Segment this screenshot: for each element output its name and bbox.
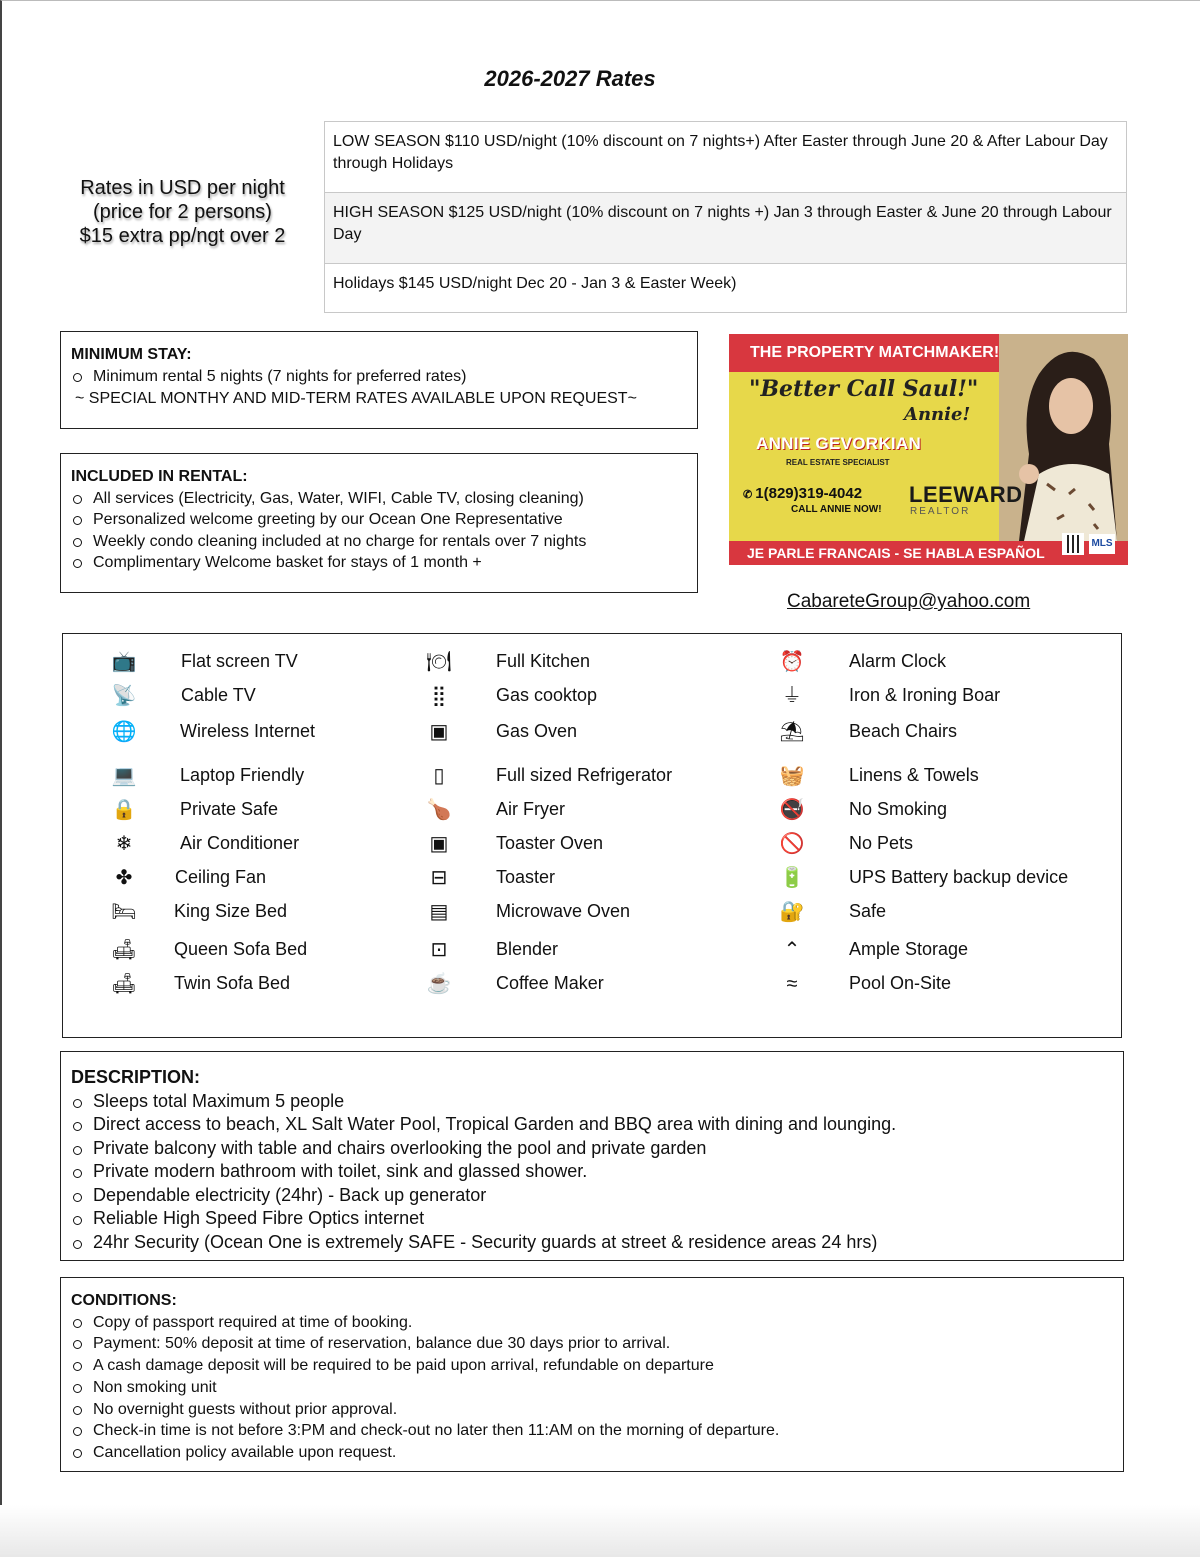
description-box [60, 1051, 1124, 1261]
bed-icon: 🛏 [111, 901, 137, 923]
amenity-label: Coffee Maker [496, 973, 604, 993]
amenity-label: Iron & Ironing Boar [849, 685, 1001, 705]
whatsapp-icon: ✆ [743, 489, 756, 501]
amenity-label: No Smoking [849, 799, 948, 819]
sofa-icon: 🛋 [111, 973, 137, 995]
rates-note-line: $15 extra pp/ngt over 2 [79, 225, 286, 247]
rates-note-line: (price for 2 persons) [93, 201, 272, 223]
pool-icon: ≈ [786, 973, 798, 995]
rates-note-line: Rates in USD per night [80, 177, 285, 199]
list-item: Dependable electricity (24hr) - Back up generator [71, 1184, 1113, 1208]
globe-icon: 🌐 [111, 721, 137, 743]
amenity-label: King Size Bed [174, 901, 288, 921]
amenity-label: Private Safe [180, 799, 279, 819]
beach-umbrella-icon: ⛱ [779, 721, 805, 743]
brand-subtitle: REALTOR [910, 506, 971, 517]
amenity-label: Flat screen TV [181, 651, 298, 671]
list-item: Reliable High Speed Fibre Optics internet [71, 1207, 1113, 1231]
no-pets-icon: 🚫 [779, 833, 805, 855]
amenity-label: Full sized Refrigerator [496, 765, 673, 785]
laptop-icon: 💻 [111, 765, 137, 787]
rate-high-season: HIGH SEASON $125 USD/night (10% discount on 7 nights +) Jan 3 through Easter & June 20 through Labour Day [325, 193, 1126, 264]
call-to-action: CALL ANNIE NOW! [791, 504, 882, 515]
realtor-ad-banner[interactable] [729, 334, 1128, 565]
list-item: Non smoking unit [71, 1377, 1113, 1399]
hanger-icon: ⌃ [783, 939, 801, 961]
toaster-oven-icon: ▣ [429, 833, 449, 855]
qr-code-icon [1062, 533, 1084, 555]
contact-email-link[interactable]: CabareteGroup@yahoo.com [787, 591, 1031, 612]
snowflake-icon: ❄ [115, 833, 133, 855]
amenity-label: Linens & Towels [849, 765, 979, 785]
sofa-icon: 🛋 [111, 939, 137, 961]
no-smoking-icon: 🚭 [779, 799, 805, 821]
amenity-label: Twin Sofa Bed [174, 973, 291, 993]
amenity-label: Toaster [496, 867, 556, 887]
list-item: Direct access to beach, XL Salt Water Pool, Tropical Garden and BBQ area with dining and lounging. [71, 1113, 1113, 1137]
amenity-label: Safe [849, 901, 887, 921]
amenity-label: Air Conditioner [180, 833, 300, 853]
list-item: ~ SPECIAL MONTHY AND MID-TERM RATES AVAILABLE UPON REQUEST~ [75, 390, 637, 407]
conditions-box [60, 1277, 1124, 1472]
amenity-label: Gas Oven [496, 721, 578, 741]
conditions-heading: CONDITIONS: [71, 1292, 177, 1309]
list-item: Copy of passport required at time of booking. [71, 1312, 1113, 1334]
cable-tv-icon: 📡 [111, 685, 137, 707]
agent-phone [743, 485, 862, 502]
agent-name: ANNIE GEVORKIAN [756, 434, 922, 453]
microwave-icon: ▤ [429, 901, 449, 923]
minimum-stay-box [60, 331, 698, 429]
cooktop-icon: ⣿ [431, 685, 447, 707]
drumstick-icon: 🍗 [426, 799, 452, 821]
amenity-label: UPS Battery backup device [849, 867, 1069, 887]
amenity-label: No Pets [849, 833, 914, 853]
lock-icon: 🔒 [111, 799, 137, 821]
oven-icon: ▣ [429, 721, 449, 743]
fan-icon: ✤ [115, 867, 133, 889]
blender-icon: ⊡ [430, 939, 448, 961]
list-item: Weekly condo cleaning included at no charge for rentals over 7 nights [71, 531, 687, 553]
ad-languages: JE PARLE FRANCAIS - SE HABLA ESPAÑOL [747, 545, 1045, 561]
included-box [60, 453, 698, 593]
amenity-label: Queen Sofa Bed [174, 939, 308, 959]
amenity-label: Beach Chairs [849, 721, 958, 741]
rate-holidays: Holidays $145 USD/night Dec 20 - Jan 3 & Easter Week) [325, 264, 1126, 312]
amenity-label: Toaster Oven [496, 833, 604, 853]
included-heading: INCLUDED IN RENTAL: [71, 468, 248, 485]
amenity-label: Ceiling Fan [175, 867, 267, 887]
amenity-label: Microwave Oven [496, 901, 631, 921]
ad-quote: "Better Call Saul!" [749, 376, 979, 402]
amenity-label: Full Kitchen [496, 651, 591, 671]
list-item: Check-in time is not before 3:PM and check-out no later then 11:AM on the morning of departure. [71, 1420, 1113, 1442]
list-item: 24hr Security (Ocean One is extremely SAFE - Security guards at street & residence areas 24 hrs) [71, 1231, 1113, 1255]
list-item: Personalized welcome greeting by our Ocean One Representative [71, 509, 687, 531]
alarm-clock-icon: ⏰ [779, 651, 805, 673]
iron-icon: ⏚ [782, 685, 802, 707]
amenities-box [62, 633, 1122, 1038]
ad-headline: THE PROPERTY MATCHMAKER! [750, 344, 1000, 361]
mls-badge: MLS [1089, 534, 1115, 554]
amenity-label: Gas cooktop [496, 685, 598, 705]
amenity-label: Cable TV [181, 685, 256, 705]
description-heading: DESCRIPTION: [71, 1067, 201, 1087]
refrigerator-icon: ▯ [433, 765, 445, 787]
agent-phone-number: 1(829)319-4042 [755, 485, 863, 502]
list-item: No overnight guests without prior approval. [71, 1399, 1113, 1421]
ad-annie: Annie! [904, 404, 971, 425]
list-item: Private modern bathroom with toilet, sink and glassed shower. [71, 1160, 1113, 1184]
list-item: Sleeps total Maximum 5 people [71, 1090, 1113, 1114]
padlock-icon: 🔐 [779, 901, 805, 923]
tv-icon: 📺 [111, 651, 137, 673]
agent-title: REAL ESTATE SPECIALIST [786, 458, 890, 467]
basket-icon: 🧺 [779, 765, 805, 787]
page-title: 2026-2027 Rates [484, 66, 656, 91]
amenity-label: Air Fryer [496, 799, 565, 819]
rates-table [324, 121, 1127, 313]
coffee-icon: ☕ [426, 973, 452, 995]
list-item: All services (Electricity, Gas, Water, WIFI, Cable TV, closing cleaning) [71, 488, 687, 510]
amenity-label: Alarm Clock [849, 651, 947, 671]
plate-icon: 🍽 [426, 651, 452, 673]
amenity-label: Wireless Internet [180, 721, 316, 741]
list-item: Cancellation policy available upon request. [71, 1442, 1113, 1464]
list-item: Payment: 50% deposit at time of reservation, balance due 30 days prior to arrival. [71, 1333, 1113, 1355]
agent-photo [999, 334, 1128, 541]
battery-icon: 🔋 [779, 867, 805, 889]
list-item: A cash damage deposit will be required to be paid upon arrival, refundable on departure [71, 1355, 1113, 1377]
amenity-label: Laptop Friendly [180, 765, 305, 785]
minimum-stay-heading: MINIMUM STAY: [71, 346, 192, 363]
rate-low-season: LOW SEASON $110 USD/night (10% discount on 7 nights+) After Easter through June 20 & After Labour Day through Holidays [325, 122, 1126, 193]
amenity-label: Ample Storage [849, 939, 969, 959]
rates-note [40, 176, 325, 248]
list-item: Complimentary Welcome basket for stays of 1 month + [71, 552, 687, 574]
amenity-label: Blender [496, 939, 559, 959]
toaster-icon: ⊟ [430, 867, 448, 889]
brand-logo: LEEWARD [909, 482, 1023, 507]
page-bottom-edge [0, 1505, 1200, 1557]
list-item: Private balcony with table and chairs overlooking the pool and private garden [71, 1137, 1113, 1161]
list-item: Minimum rental 5 nights (7 nights for preferred rates) [71, 366, 687, 388]
amenity-label: Pool On-Site [849, 973, 952, 993]
